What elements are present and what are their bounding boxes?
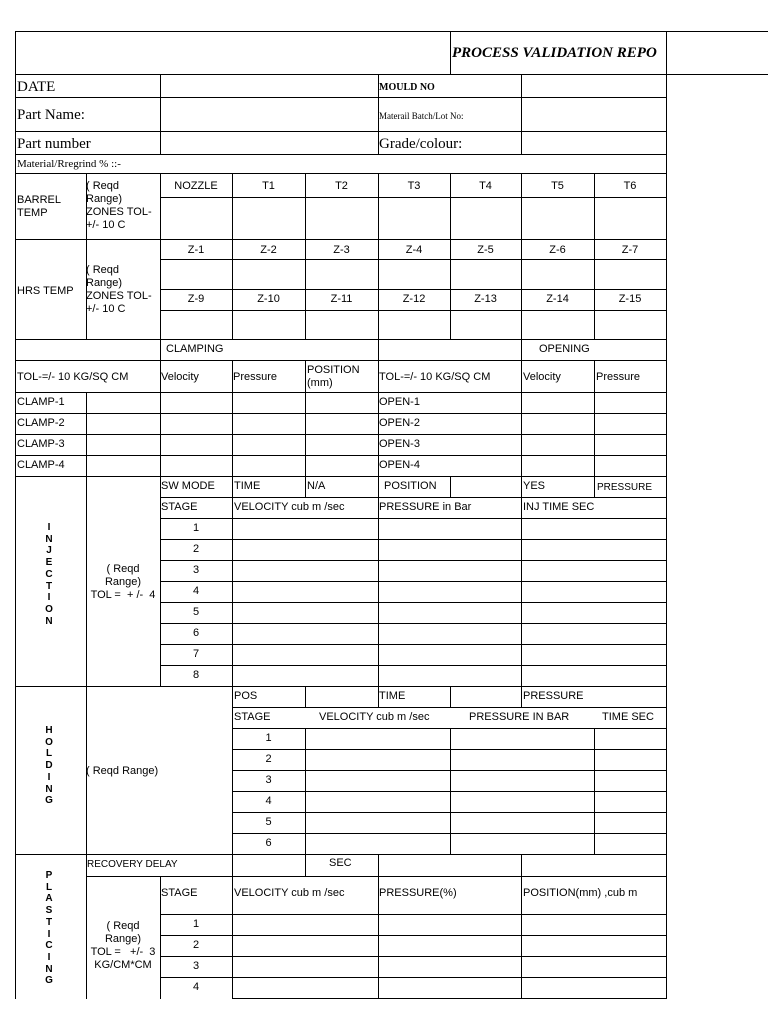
grid-rule (594, 476, 595, 498)
grid-rule (160, 956, 667, 957)
plasticizing-stage-1: 1 (192, 918, 200, 930)
hrs-zone-z6: Z-6 (549, 244, 566, 256)
hrs-zone-z12: Z-12 (402, 293, 426, 305)
regrind-label: Material/Rregrind % ::- (17, 158, 121, 170)
holding-time-sec-header: TIME SEC (602, 711, 654, 723)
grid-rule (86, 392, 87, 477)
holding-pressure-header: PRESSURE (523, 690, 584, 702)
holding-velocity-header: VELOCITY cub m /sec (319, 711, 430, 723)
injection-stage-1: 1 (192, 522, 200, 534)
injection-stage-5: 5 (192, 606, 200, 618)
injection-pressure-bar-header: PRESSURE in Bar (379, 501, 472, 513)
grid-rule (450, 476, 451, 498)
clamping-velocity-header: Velocity (161, 371, 199, 383)
grid-rule (160, 977, 667, 978)
grid-rule (160, 197, 667, 198)
plasticizing-side-label: P L A S T I C I N G (45, 870, 53, 987)
barrel-range-note: ( Reqd Range) ZONES TOL- +/- 10 C (86, 180, 152, 231)
date-label: DATE (17, 79, 56, 95)
hrs-zone-z1: Z-1 (187, 244, 205, 256)
grid-rule (15, 154, 667, 155)
opening-velocity-header: Velocity (523, 371, 561, 383)
grid-rule (232, 476, 233, 687)
mould-no-label: MOULD NO (379, 82, 435, 93)
injection-time-sec-header: INJ TIME SEC (523, 501, 595, 513)
grid-rule (160, 259, 667, 260)
grid-rule (450, 686, 451, 708)
grid-rule (521, 476, 522, 687)
holding-stage-6: 6 (265, 837, 272, 849)
grid-rule (521, 360, 522, 477)
grid-rule (15, 413, 667, 414)
grid-rule (160, 602, 667, 603)
barrel-col-t5: T5 (551, 180, 564, 192)
holding-stage-header: STAGE (234, 711, 271, 723)
clamp-4-label: CLAMP-4 (17, 459, 65, 471)
grid-rule (160, 518, 667, 519)
grid-rule (15, 854, 667, 855)
open-2-label: OPEN-2 (379, 417, 420, 429)
grid-rule (86, 476, 87, 855)
barrel-col-t2: T2 (335, 180, 348, 192)
grid-rule (305, 360, 306, 477)
grid-rule (15, 239, 667, 240)
barrel-col-t1: T1 (262, 180, 275, 192)
injection-position-header: POSITION (384, 480, 437, 492)
holding-range-note: ( Reqd Range) (86, 765, 159, 777)
injection-range-note: ( Reqd Range) TOL = + /- 4 (90, 563, 156, 601)
opening-pressure-header: Pressure (596, 371, 641, 383)
injection-na: N/A (307, 480, 326, 492)
part-number-label: Part number (17, 136, 91, 152)
barrel-col-nozzle: NOZZLE (174, 180, 218, 192)
grade-colour-label: Grade/colour: (379, 136, 463, 152)
clamping-pressure-header: Pressure (233, 371, 278, 383)
grid-rule (15, 455, 667, 456)
injection-yes: YES (523, 480, 546, 492)
grid-rule (15, 31, 768, 32)
grid-rule (160, 310, 667, 311)
open-4-label: OPEN-4 (379, 459, 420, 471)
holding-pressure-bar-header: PRESSURE IN BAR (469, 711, 570, 723)
holding-stage-3: 3 (265, 774, 272, 786)
hrs-range-note: ( Reqd Range) ZONES TOL- +/- 10 C (86, 264, 152, 315)
hrs-temp-label: HRS TEMP (17, 285, 74, 297)
grid-rule (305, 476, 306, 498)
open-3-label: OPEN-3 (379, 438, 420, 450)
grid-rule (160, 289, 667, 290)
grid-rule (232, 998, 667, 999)
hrs-zone-z3: Z-3 (333, 244, 350, 256)
injection-stage-2: 2 (192, 543, 200, 555)
grid-rule (15, 476, 667, 477)
grid-rule (378, 854, 379, 877)
grid-rule (160, 935, 667, 936)
plasticizing-pressure-header: PRESSURE(%) (379, 887, 457, 899)
grid-rule (521, 686, 522, 708)
holding-stage-2: 2 (265, 753, 272, 765)
grid-rule (378, 339, 379, 361)
barrel-col-t4: T4 (479, 180, 492, 192)
grid-rule (15, 686, 667, 687)
holding-time-header: TIME (379, 690, 406, 702)
plasticizing-stage-4: 4 (192, 981, 200, 993)
part-name-label: Part Name: (17, 107, 85, 123)
grid-rule (15, 173, 667, 174)
clamp-1-label: CLAMP-1 (17, 396, 65, 408)
grid-rule (15, 97, 667, 98)
open-1-label: OPEN-1 (379, 396, 420, 408)
grid-rule (521, 339, 522, 361)
grid-rule (305, 728, 306, 855)
holding-side-label: H O L D I N G (45, 725, 53, 807)
grid-rule (232, 686, 233, 855)
holding-stage-4: 4 (265, 795, 272, 807)
clamp-2-label: CLAMP-2 (17, 417, 65, 429)
barrel-col-t6: T6 (623, 180, 637, 192)
hrs-zone-z4: Z-4 (405, 244, 423, 256)
plasticizing-range-note: ( Reqd Range) TOL = +/- 3 KG/CM*CM (90, 920, 156, 971)
barrel-col-t3: T3 (407, 180, 421, 192)
grid-rule (160, 581, 667, 582)
grid-rule (160, 339, 161, 361)
grid-rule (232, 854, 233, 877)
holding-stage-5: 5 (265, 816, 272, 828)
clamping-position-header: POSITION (mm) (307, 364, 360, 389)
grid-rule (450, 728, 451, 855)
injection-time-header: TIME (234, 480, 261, 492)
grid-rule (160, 914, 667, 915)
injection-stage-4: 4 (192, 585, 200, 597)
grid-rule (15, 339, 667, 340)
grid-rule (594, 728, 595, 855)
grid-rule (305, 854, 306, 877)
grid-rule (15, 434, 667, 435)
opening-tolerance: TOL-=/- 10 KG/SQ CM (379, 371, 491, 383)
grid-rule (160, 497, 667, 498)
grid-rule (160, 74, 161, 155)
grid-rule (232, 876, 233, 999)
grid-rule (160, 644, 667, 645)
grid-rule (521, 854, 522, 877)
clamping-tolerance: TOL-=/- 10 KG/SQ CM (17, 371, 129, 383)
grid-rule (15, 131, 667, 132)
plasticizing-stage-3: 3 (192, 960, 200, 972)
hrs-zone-z5: Z-5 (477, 244, 494, 256)
grid-rule (521, 876, 522, 999)
recovery-delay-sec: SEC (329, 857, 352, 869)
opening-title: OPENING (539, 343, 590, 355)
injection-stage-header: STAGE (161, 501, 198, 513)
hrs-zone-z11: Z-11 (330, 293, 353, 305)
injection-stage-8: 8 (192, 669, 200, 681)
hrs-zone-z14: Z-14 (546, 293, 569, 305)
holding-stage-1: 1 (265, 732, 272, 744)
hrs-zone-z10: Z-10 (257, 293, 280, 305)
injection-stage-7: 7 (192, 648, 200, 660)
grid-rule (160, 539, 667, 540)
report-title: PROCESS VALIDATION REPO (452, 45, 657, 61)
grid-rule (521, 74, 522, 155)
hrs-zone-z15: Z-15 (618, 293, 642, 305)
holding-pos-header: POS (234, 690, 258, 702)
hrs-zone-z2: Z-2 (260, 244, 277, 256)
grid-rule (594, 360, 595, 477)
plasticizing-velocity-header: VELOCITY cub m /sec (234, 887, 345, 899)
grid-rule (160, 623, 667, 624)
injection-sw-mode: SW MODE (161, 480, 215, 492)
hrs-zone-z7: Z-7 (621, 244, 639, 256)
grid-rule (15, 360, 667, 361)
injection-velocity-header: VELOCITY cub m /sec (234, 501, 345, 513)
grid-rule (160, 665, 667, 666)
injection-pressure-header: PRESSURE (597, 482, 653, 493)
grid-rule (666, 31, 667, 999)
clamping-title: CLAMPING (166, 343, 224, 355)
plasticizing-stage-2: 2 (192, 939, 200, 951)
clamp-3-label: CLAMP-3 (17, 438, 65, 450)
barrel-temp-label: BARREL TEMP (17, 194, 62, 219)
material-batch-label: Materail Batch/Lot No: (379, 111, 464, 121)
grid-rule (15, 392, 667, 393)
injection-stage-3: 3 (192, 564, 200, 576)
recovery-delay-label: RECOVERY DELAY (87, 859, 178, 870)
hrs-zone-z9: Z-9 (187, 293, 205, 305)
grid-rule (15, 74, 768, 75)
plasticizing-position-header: POSITION(mm) ,cub m (523, 887, 638, 899)
grid-rule (450, 31, 451, 75)
plasticizing-stage-header: STAGE (161, 887, 198, 899)
grid-rule (15, 31, 16, 999)
grid-rule (160, 560, 667, 561)
grid-rule (305, 686, 306, 708)
hrs-zone-z13: Z-13 (474, 293, 497, 305)
injection-side-label: I N J E C T I O N (45, 522, 53, 627)
injection-stage-6: 6 (192, 627, 200, 639)
grid-rule (86, 876, 667, 877)
